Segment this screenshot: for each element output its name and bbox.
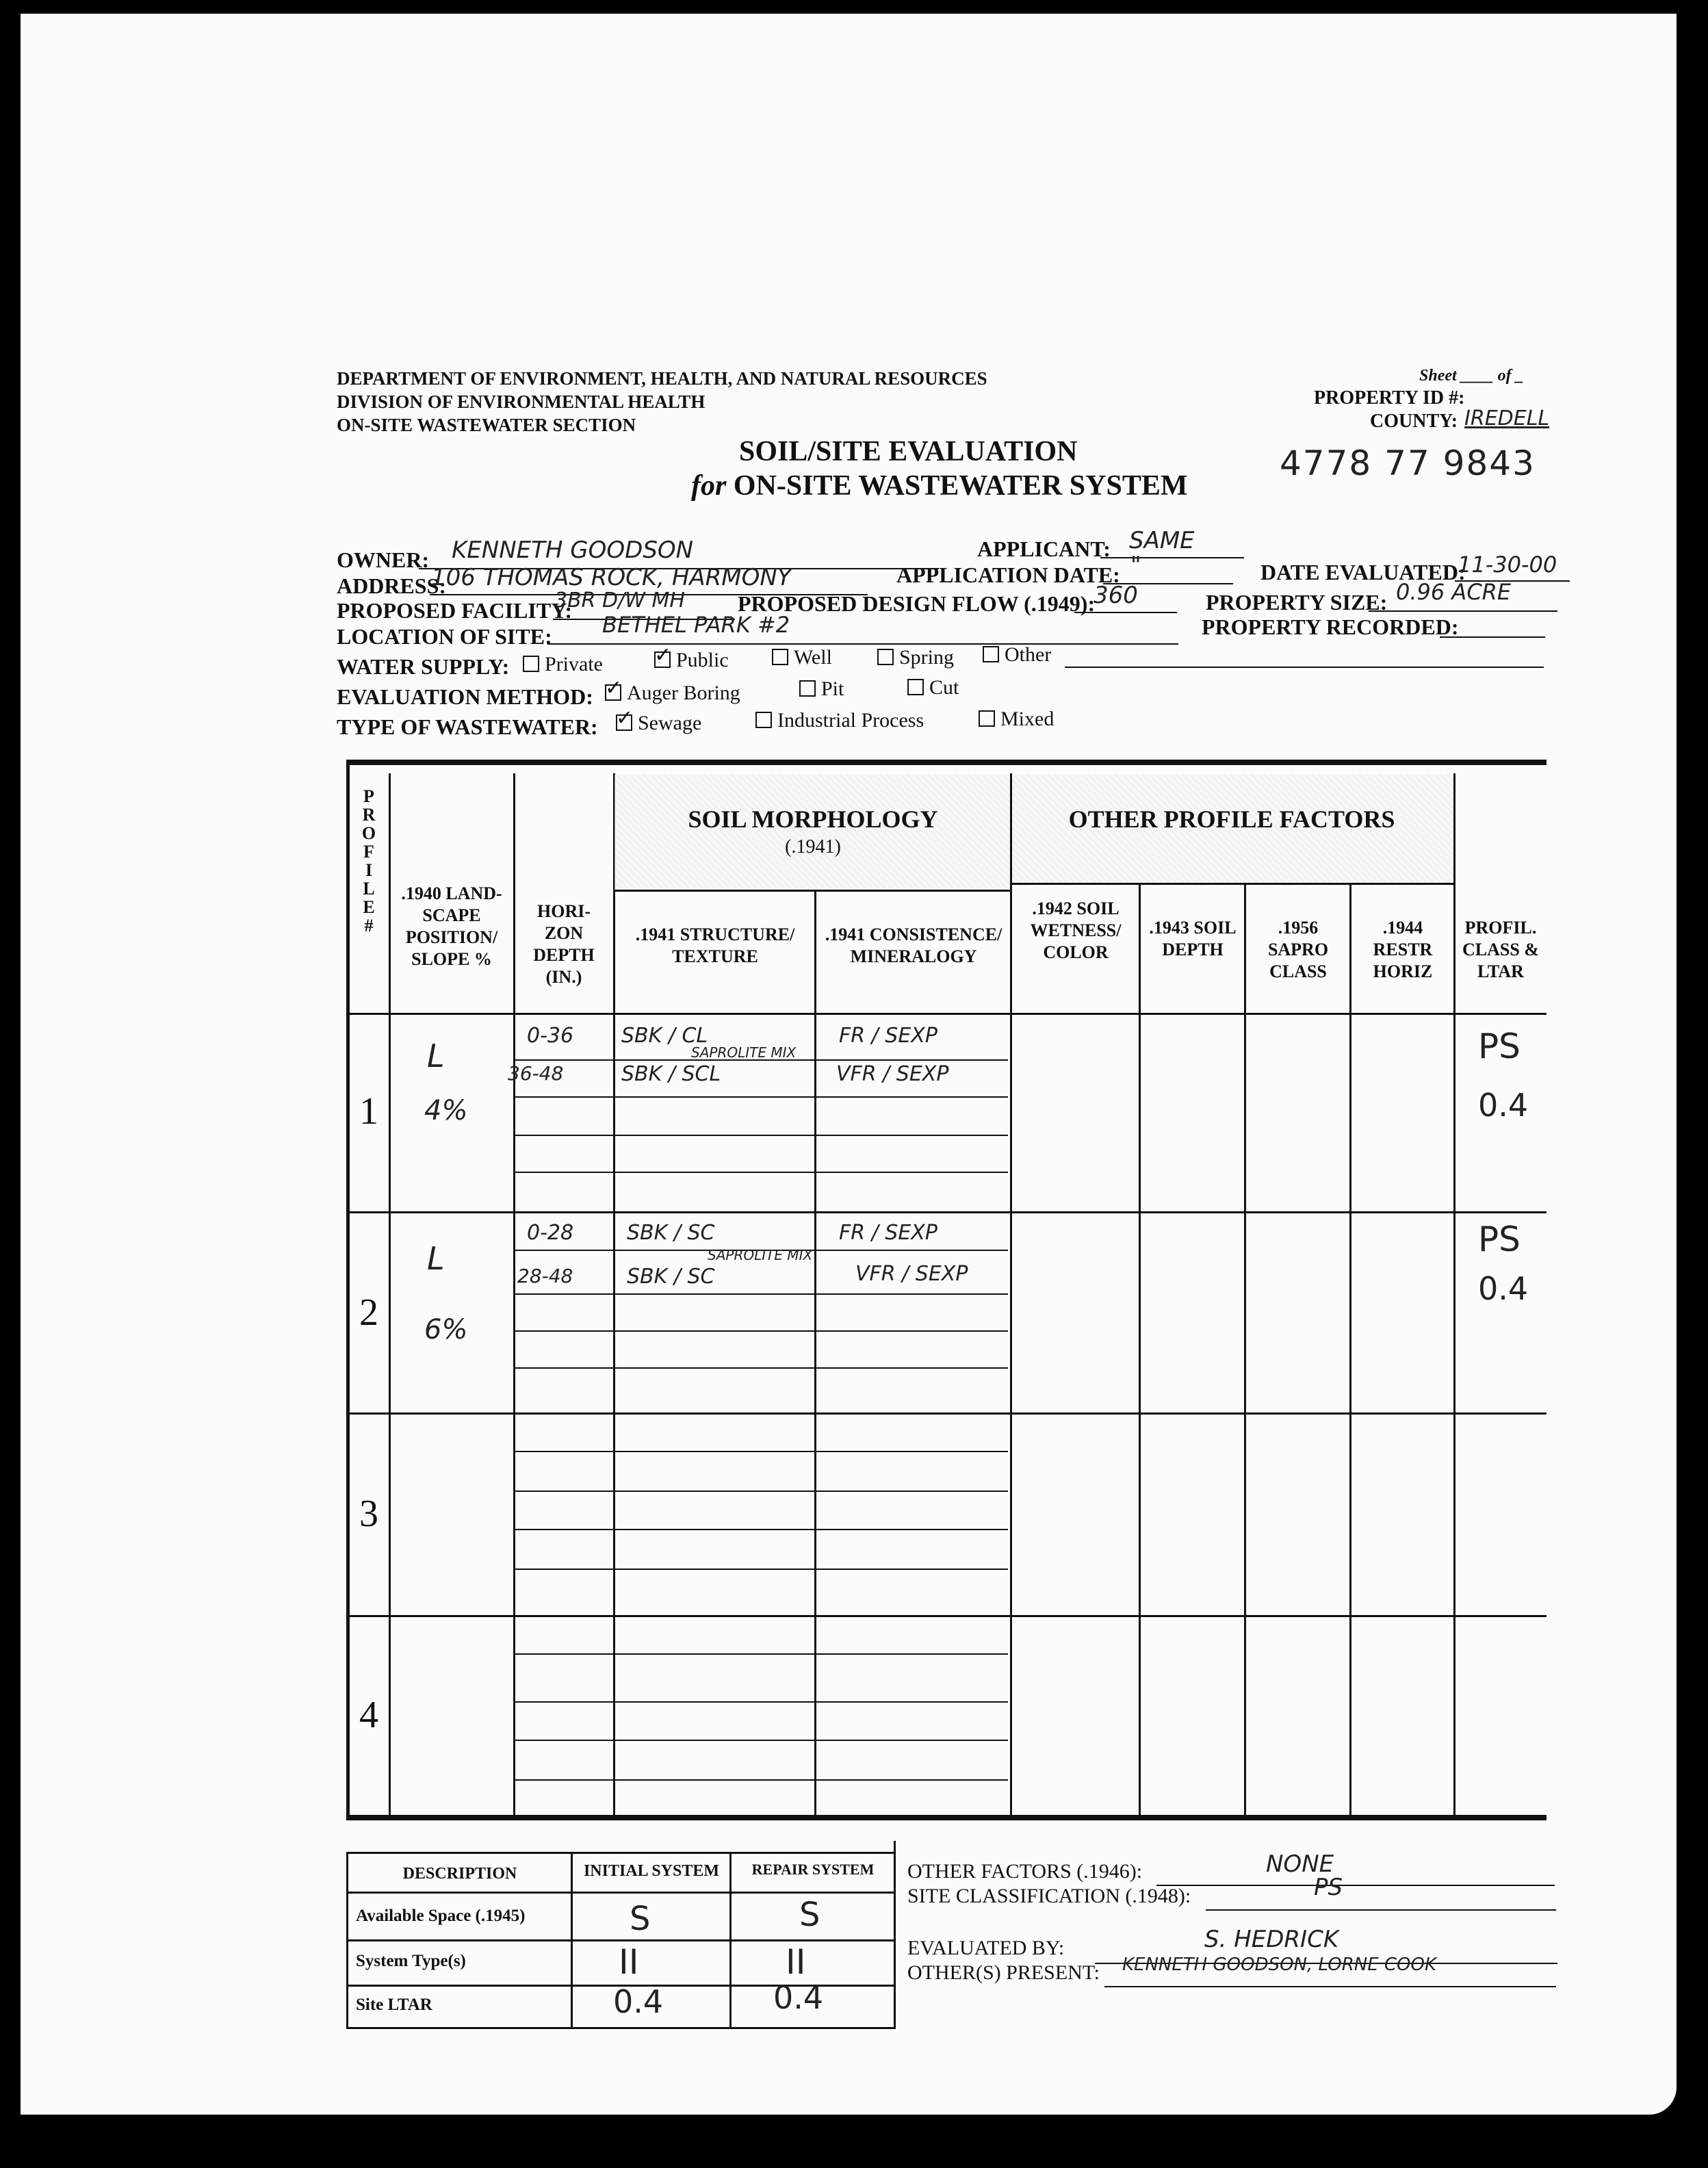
property-size-label: PROPERTY SIZE: [1206, 590, 1388, 615]
profile-number: 1 [359, 1090, 378, 1133]
structure-header: .1941 STRUCTURE/ TEXTURE [635, 925, 795, 966]
checkbox-cut[interactable] [907, 679, 924, 695]
checkbox-sewage-checked[interactable] [616, 714, 632, 731]
application-date-value[interactable]: " [1130, 552, 1141, 579]
wastewater-industrial[interactable]: Industrial Process [755, 709, 924, 732]
available-space-repair[interactable]: S [799, 1896, 820, 1934]
site-classification-label: SITE CLASSIFICATION (.1948): [907, 1885, 1191, 1907]
profile-header: P R O F I L E # [361, 786, 376, 935]
site-ltar-repair[interactable]: 0.4 [773, 1979, 824, 2016]
restr-header: .1944 RESTR HORIZ [1373, 918, 1433, 981]
horizon-depth[interactable]: 28-48 [517, 1265, 573, 1287]
design-flow-label: PROPOSED DESIGN FLOW (.1949): [738, 591, 1096, 616]
applicant-value[interactable]: SAME [1129, 527, 1195, 554]
structure-texture[interactable]: SBK / SC [627, 1265, 715, 1289]
landscape-position[interactable]: L [427, 1240, 445, 1277]
design-flow-value[interactable]: 360 [1094, 582, 1138, 609]
other-factors-value[interactable]: NONE [1266, 1850, 1334, 1878]
evaluation-auger-boring[interactable]: ✓ Auger Boring [605, 682, 740, 705]
consistence-mineralogy[interactable]: FR / SEXP [839, 1221, 937, 1245]
water-supply-spring[interactable]: Spring [877, 646, 954, 669]
consistence-header: .1941 CONSISTENCE/ MINERALOGY [825, 925, 1002, 966]
property-size-value[interactable]: 0.96 ACRE [1396, 579, 1512, 605]
evaluation-pit[interactable]: Pit [799, 678, 844, 701]
proposed-facility-label: PROPOSED FACILITY: [337, 598, 573, 623]
site-classification-value[interactable]: PS [1314, 1874, 1343, 1901]
form-title: SOIL/SITE EVALUATION [739, 436, 1078, 467]
dept-line-2: DIVISION OF ENVIRONMENTAL HEALTH [337, 391, 706, 412]
system-type-initial[interactable]: II [619, 1942, 639, 1982]
pin-value: 4778 77 9843 [1280, 443, 1536, 483]
profile-number: 3 [359, 1493, 378, 1535]
soil-depth-header: .1943 SOIL DEPTH [1149, 918, 1237, 959]
date-evaluated-label: DATE EVALUATED: [1260, 560, 1466, 584]
other-factors-header: OTHER PROFILE FACTORS [1068, 805, 1395, 833]
landscape-header: .1940 LAND- SCAPE POSITION/ SLOPE % [401, 883, 502, 969]
available-space-label: Available Space (.1945) [356, 1907, 526, 1925]
soil-morphology-header: SOIL MORPHOLOGY [688, 805, 938, 833]
horizon-header: HORI- ZON DEPTH (IN.) [533, 901, 595, 987]
wastewater-sewage[interactable]: ✓ Sewage [616, 712, 701, 735]
wetness-header: .1942 SOIL WETNESS/ COLOR [1030, 899, 1122, 962]
checkbox-well[interactable] [772, 649, 788, 665]
checkbox-industrial[interactable] [755, 712, 772, 728]
site-ltar-label: Site LTAR [356, 1996, 432, 2014]
system-type-repair[interactable]: II [786, 1942, 806, 1982]
water-supply-label: WATER SUPPLY: [337, 654, 510, 679]
horizon-note: SAPROLITE MIX [708, 1247, 813, 1263]
property-recorded-label: PROPERTY RECORDED: [1202, 615, 1459, 639]
application-date-label: APPLICATION DATE: [896, 563, 1120, 587]
water-supply-private[interactable]: Private [523, 653, 603, 676]
others-present-value[interactable]: KENNETH GOODSON, LORNE COOK [1122, 1954, 1437, 1975]
wastewater-mixed[interactable]: Mixed [979, 708, 1054, 731]
consistence-mineralogy[interactable]: FR / SEXP [839, 1024, 937, 1048]
site-ltar-initial[interactable]: 0.4 [613, 1983, 664, 2020]
profile-ltar[interactable]: 0.4 [1478, 1087, 1529, 1124]
structure-texture[interactable]: SBK / SC [627, 1221, 715, 1245]
profile-class-header: PROFIL. CLASS & LTAR [1462, 918, 1539, 981]
structure-texture[interactable]: SBK / SCL [621, 1062, 721, 1086]
profile-class[interactable]: PS [1478, 1220, 1521, 1259]
dept-line-1: DEPARTMENT OF ENVIRONMENT, HEALTH, AND NATURAL RESOURCES [337, 368, 987, 389]
profile-ltar[interactable]: 0.4 [1478, 1270, 1529, 1307]
landscape-position[interactable]: L [427, 1037, 445, 1074]
water-supply-other[interactable]: Other [983, 643, 1051, 667]
checkbox-auger-checked[interactable] [605, 684, 621, 701]
proposed-facility-value[interactable]: 3BR D/W MH [554, 589, 685, 612]
horizon-depth[interactable]: 0-28 [527, 1221, 574, 1245]
system-type-label: System Type(s) [356, 1952, 466, 1970]
date-evaluated-value[interactable]: 11-30-00 [1458, 552, 1557, 578]
evaluated-by-label: EVALUATED BY: [907, 1937, 1065, 1959]
property-id-label: PROPERTY ID #: [1314, 387, 1465, 409]
checkbox-public-checked[interactable] [654, 651, 671, 668]
applicant-label: APPLICANT: [977, 537, 1111, 561]
horizon-depth[interactable]: 36-48 [508, 1062, 564, 1085]
water-supply-well[interactable]: Well [772, 646, 832, 669]
wastewater-type-label: TYPE OF WASTEWATER: [337, 714, 598, 739]
soil-morphology-sub: (.1941) [785, 836, 841, 857]
county-label: COUNTY: [1370, 411, 1458, 432]
location-label: LOCATION OF SITE: [337, 624, 552, 649]
county-value: IREDELL [1464, 406, 1550, 430]
horizon-depth[interactable]: 0-36 [527, 1024, 574, 1048]
initial-system-header: INITIAL SYSTEM [583, 1862, 720, 1880]
profile-class[interactable]: PS [1478, 1027, 1521, 1066]
owner-value[interactable]: KENNETH GOODSON [452, 537, 694, 564]
address-value[interactable]: 106 THOMAS ROCK, HARMONY [431, 564, 792, 591]
profile-number: 4 [359, 1694, 378, 1736]
consistence-mineralogy[interactable]: VFR / SEXP [836, 1062, 949, 1086]
checkbox-pit[interactable] [799, 680, 816, 697]
evaluation-cut[interactable]: Cut [907, 676, 959, 699]
checkbox-mixed[interactable] [979, 710, 995, 727]
checkbox-spring[interactable] [877, 649, 894, 665]
structure-texture[interactable]: SBK / CL [621, 1024, 708, 1048]
form-subtitle: for ON-SITE WASTEWATER SYSTEM [691, 470, 1188, 502]
sheet-label: Sheet ____ of _ [1419, 367, 1524, 385]
water-supply-public[interactable]: ✓ Public [654, 649, 729, 672]
description-header: DESCRIPTION [402, 1865, 517, 1883]
others-present-label: OTHER(S) PRESENT: [907, 1961, 1100, 1984]
dept-line-3: ON-SITE WASTEWATER SECTION [337, 415, 636, 435]
slope-percent[interactable]: 6% [424, 1314, 468, 1345]
sapro-header: .1956 SAPRO CLASS [1267, 918, 1329, 981]
owner-label: OWNER: [337, 547, 430, 572]
available-space-initial[interactable]: S [630, 1900, 651, 1938]
checkbox-other[interactable] [983, 646, 999, 662]
evaluated-by-value[interactable]: S. HEDRICK [1204, 1926, 1339, 1953]
horizon-note: SAPROLITE MIX [691, 1044, 797, 1061]
location-value[interactable]: BETHEL PARK #2 [602, 612, 790, 638]
evaluation-method-label: EVALUATION METHOD: [337, 684, 593, 709]
consistence-mineralogy[interactable]: VFR / SEXP [855, 1262, 968, 1286]
checkbox-private[interactable] [523, 656, 539, 672]
address-label: ADDRESS: [337, 573, 447, 598]
other-factors-label: OTHER FACTORS (.1946): [907, 1860, 1143, 1883]
slope-percent[interactable]: 4% [424, 1095, 468, 1126]
profile-number: 2 [359, 1291, 378, 1334]
repair-system-header: REPAIR SYSTEM [751, 1861, 875, 1878]
